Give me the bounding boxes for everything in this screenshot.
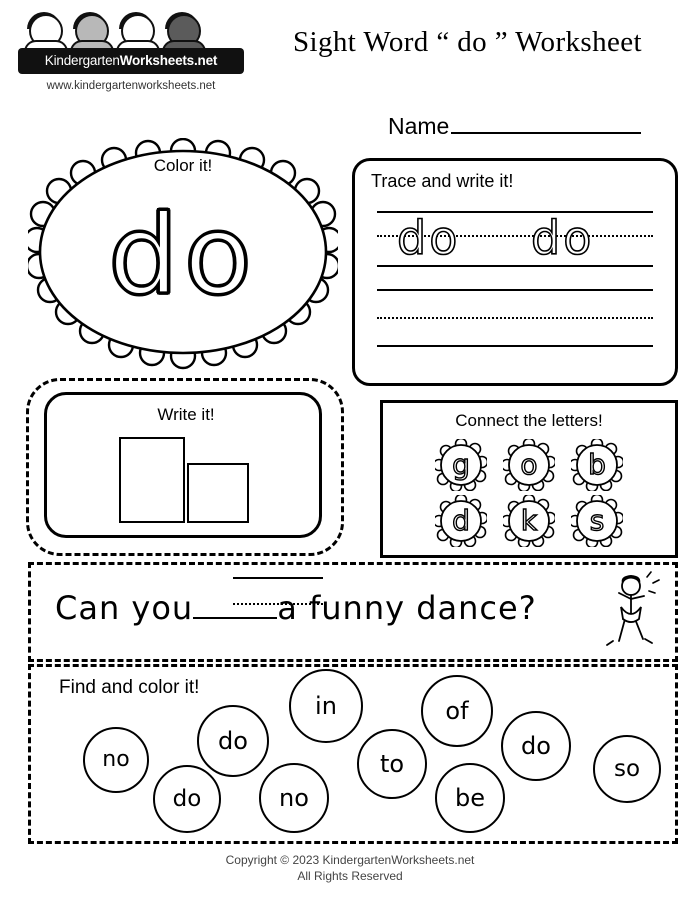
word-bubble-text: do xyxy=(172,786,202,812)
name-input-line[interactable] xyxy=(451,112,641,134)
sentence-after: a funny dance? xyxy=(277,589,537,627)
letter-text-d: d xyxy=(452,504,470,537)
name-label: Name xyxy=(388,113,450,139)
sentence-text xyxy=(55,589,537,627)
trace-and-write-label: Trace and write it! xyxy=(371,171,514,191)
section-find-and-color xyxy=(28,664,678,844)
letter-flower-d[interactable] xyxy=(435,495,487,547)
trace-word-1[interactable]: do xyxy=(397,211,461,265)
section-trace-and-write xyxy=(352,158,678,386)
sentence-before: Can you xyxy=(55,589,194,627)
sentence-top-line xyxy=(233,577,323,579)
site-url: www.kindergartenworksheets.net xyxy=(46,80,216,92)
word-bubble-of[interactable] xyxy=(421,675,493,747)
write-it-inner-box xyxy=(44,392,322,538)
trace-line-base-1 xyxy=(377,265,653,267)
page-header xyxy=(0,0,700,110)
section-color-it xyxy=(28,138,338,370)
word-bubble-text: no xyxy=(279,784,309,812)
letter-flower-s[interactable] xyxy=(571,495,623,547)
rights-text: All Rights Reserved xyxy=(297,869,403,883)
connect-letters-label: Connect the letters! xyxy=(455,411,603,430)
letter-flower-k[interactable] xyxy=(503,495,555,547)
word-bubble-no-1[interactable] xyxy=(83,727,149,793)
word-bubble-text: of xyxy=(445,697,469,725)
trace-word-2[interactable]: do xyxy=(531,211,595,265)
letter-flower-b[interactable] xyxy=(571,439,623,491)
word-bubble-do-2[interactable] xyxy=(501,711,571,781)
letter-text-s: s xyxy=(589,504,605,537)
word-bubble-be[interactable] xyxy=(435,763,505,833)
word-bubble-so[interactable] xyxy=(593,735,661,803)
word-bubble-do-3[interactable] xyxy=(153,765,221,833)
write-it-box-2[interactable] xyxy=(187,463,249,523)
color-it-label: Color it! xyxy=(153,156,213,175)
word-bubble-to[interactable] xyxy=(357,729,427,799)
letter-text-k: k xyxy=(520,504,538,537)
section-write-it xyxy=(26,378,344,556)
logo-word-domain: .net xyxy=(193,53,218,68)
write-line-base-2 xyxy=(377,345,653,347)
letter-text-o: o xyxy=(520,448,538,481)
section-sentence xyxy=(28,562,678,662)
word-bubble-in[interactable] xyxy=(289,669,363,743)
find-and-color-label: Find and color it! xyxy=(59,677,200,698)
sentence-blank-input[interactable] xyxy=(193,591,277,619)
color-it-word: do xyxy=(108,191,258,319)
site-logo[interactable] xyxy=(18,10,248,92)
word-bubble-text: do xyxy=(218,727,248,755)
dancing-girl-icon xyxy=(599,571,661,653)
word-bubble-text: no xyxy=(102,747,130,772)
logo-word-worksheets: Worksheets xyxy=(119,53,194,68)
write-line-top-2 xyxy=(377,289,653,291)
letter-text-g: g xyxy=(452,448,470,481)
write-it-box-1[interactable] xyxy=(119,437,185,523)
logo-word-kindergarten: Kindergarten xyxy=(44,53,120,68)
word-bubble-text: do xyxy=(521,732,551,760)
letter-flower-g[interactable] xyxy=(435,439,487,491)
word-bubble-text: so xyxy=(613,756,641,782)
write-it-label: Write it! xyxy=(157,405,215,424)
word-bubble-text: in xyxy=(315,692,337,720)
name-field[interactable] xyxy=(388,112,678,142)
letter-text-b: b xyxy=(588,448,606,481)
section-connect-the-letters xyxy=(380,400,678,558)
word-bubble-text: be xyxy=(455,784,485,812)
page-title: Sight Word “ do ” Worksheet xyxy=(293,26,642,58)
letter-flower-o[interactable] xyxy=(503,439,555,491)
word-bubble-text: to xyxy=(379,750,405,778)
copyright-text: Copyright © 2023 KindergartenWorksheets.net xyxy=(225,853,475,867)
write-line-mid-2 xyxy=(377,317,653,319)
word-bubble-no-2[interactable] xyxy=(259,763,329,833)
logo-wordmark xyxy=(18,48,244,74)
page-footer xyxy=(0,852,700,884)
